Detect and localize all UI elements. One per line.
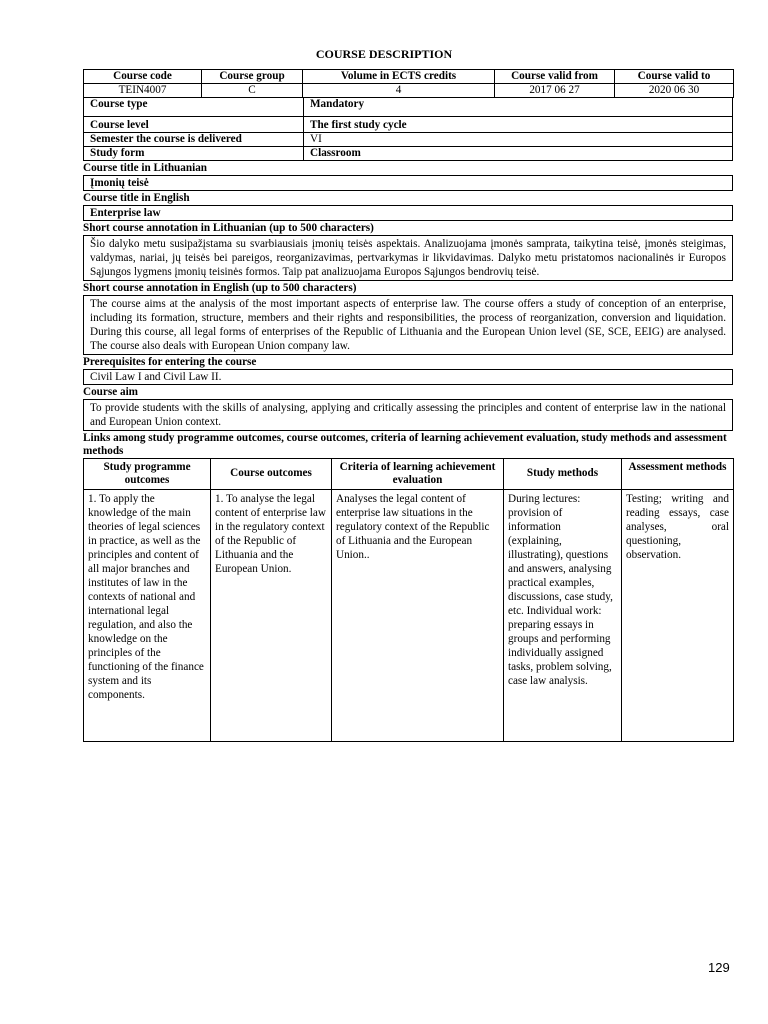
col-criteria: Criteria of learning achievement evaluation: [332, 458, 504, 489]
table-row: [84, 489, 734, 741]
title-en-value: Enterprise law: [83, 205, 733, 221]
annotation-en-label: Short course annotation in English (up to 500 characters): [83, 281, 357, 294]
title-lt-label: Course title in Lithuanian: [83, 161, 208, 174]
study-form-label: Study form: [84, 146, 304, 160]
course-level-value: The first study cycle: [304, 116, 733, 132]
annotation-lt-label: Short course annotation in Lithuanian (up to 500 characters): [83, 221, 374, 234]
valid-from-value: 2017 06 27: [495, 84, 615, 98]
course-aim-text: To provide students with the skills of analysing, applying and critically assessing the principles and content of enterprise law in the national and European Union context.: [83, 399, 733, 431]
course-group-value: C: [202, 84, 303, 98]
header-course-code: Course code: [84, 70, 202, 84]
annotation-lt-text: Šio dalyko metu susipažįstama su svarbiausiais įmonių teisės aspektais. Analizuojama įmonės samprata, taikytina teisė, įmonės steigimas, valdymas, nariai, jų teisės bei pareigos, reorganizavimas, pertvarkymas ir likvidavimas. Dalyko metu pristatomos nacionalinės ir Europos Sąjungos lygmens įmonių teisinės formos. Taip pat analizuojama Europos Sąjungos bendrovių teisė.: [83, 235, 733, 281]
prerequisites-text: Civil Law I and Civil Law II.: [83, 369, 733, 385]
ects-value: 4: [303, 84, 495, 98]
annotation-en-text: The course aims at the analysis of the most important aspects of enterprise law. The course offers a study of conception of an enterprise, including its formation, structure, members and their rights and responsibilities, the process of reorganization, conversion and liquidation. During this course, all legal forms of enterprises of the Republic of Lithuania and the European Union level (SE, SCE, EEIG) are analysed. The course also deals with European Union company law.: [83, 295, 733, 355]
criteria-cell: Analyses the legal content of enterprise law situations in the regulatory context of the Republic of Lithuania and the European Union..: [332, 489, 504, 741]
page-number: 129: [708, 960, 730, 975]
valid-to-value: 2020 06 30: [615, 84, 734, 98]
course-aim-label: Course aim: [83, 385, 138, 398]
semester-value: VI: [304, 132, 733, 146]
course-outcome-cell: 1. To analyse the legal content of enterprise law in the regulatory context of the Republic of Lithuania and the European Union.: [211, 489, 332, 741]
header-valid-from: Course valid from: [495, 70, 615, 84]
col-assessment-methods: Assessment methods: [622, 458, 734, 489]
links-label: Links among study programme outcomes, course outcomes, criteria of learning achievement evaluation, study methods and assessment methods: [83, 431, 727, 457]
study-methods-cell: During lectures: provision of information (explaining, illustrating), questions and answers, analysing practical examples, discussions, case study, etc. Individual work: preparing essays in groups and performing individually assigned tasks, problem solving, case law analysis.: [504, 489, 622, 741]
col-study-methods: Study methods: [504, 458, 622, 489]
header-course-group: Course group: [202, 70, 303, 84]
course-level-label: Course level: [84, 116, 304, 132]
course-description: [83, 69, 733, 742]
header-ects: Volume in ECTS credits: [303, 70, 495, 84]
course-type-label: Course type: [84, 98, 304, 116]
header-valid-to: Course valid to: [615, 70, 734, 84]
study-form-value: Classroom: [304, 146, 733, 160]
prerequisites-label: Prerequisites for entering the course: [83, 355, 257, 368]
page-title: COURSE DESCRIPTION: [315, 47, 453, 61]
course-code-value: TEIN4007: [84, 84, 202, 98]
title-en-label: Course title in English: [83, 191, 190, 204]
outcomes-table: [83, 458, 734, 742]
course-info-table: [83, 98, 733, 161]
title-lt-value: Įmonių teisė: [83, 175, 733, 191]
semester-label: Semester the course is delivered: [84, 132, 304, 146]
assessment-methods-cell: Testing; writing and reading essays, case analyses, oral questioning, observation.: [622, 489, 734, 741]
col-course-outcomes: Course outcomes: [211, 458, 332, 489]
col-programme-outcomes: Study programme outcomes: [84, 458, 211, 489]
course-type-value: Mandatory: [304, 98, 733, 116]
programme-outcome-cell: 1. To apply the knowledge of the main theories of legal sciences in practice, as well as the principles and content of all major branches and institutes of law in the contexts of national and international legal regulation, and also the knowledge on the principles of the functioning of the finance system and its components.: [84, 489, 211, 741]
course-header-table: [83, 69, 734, 98]
